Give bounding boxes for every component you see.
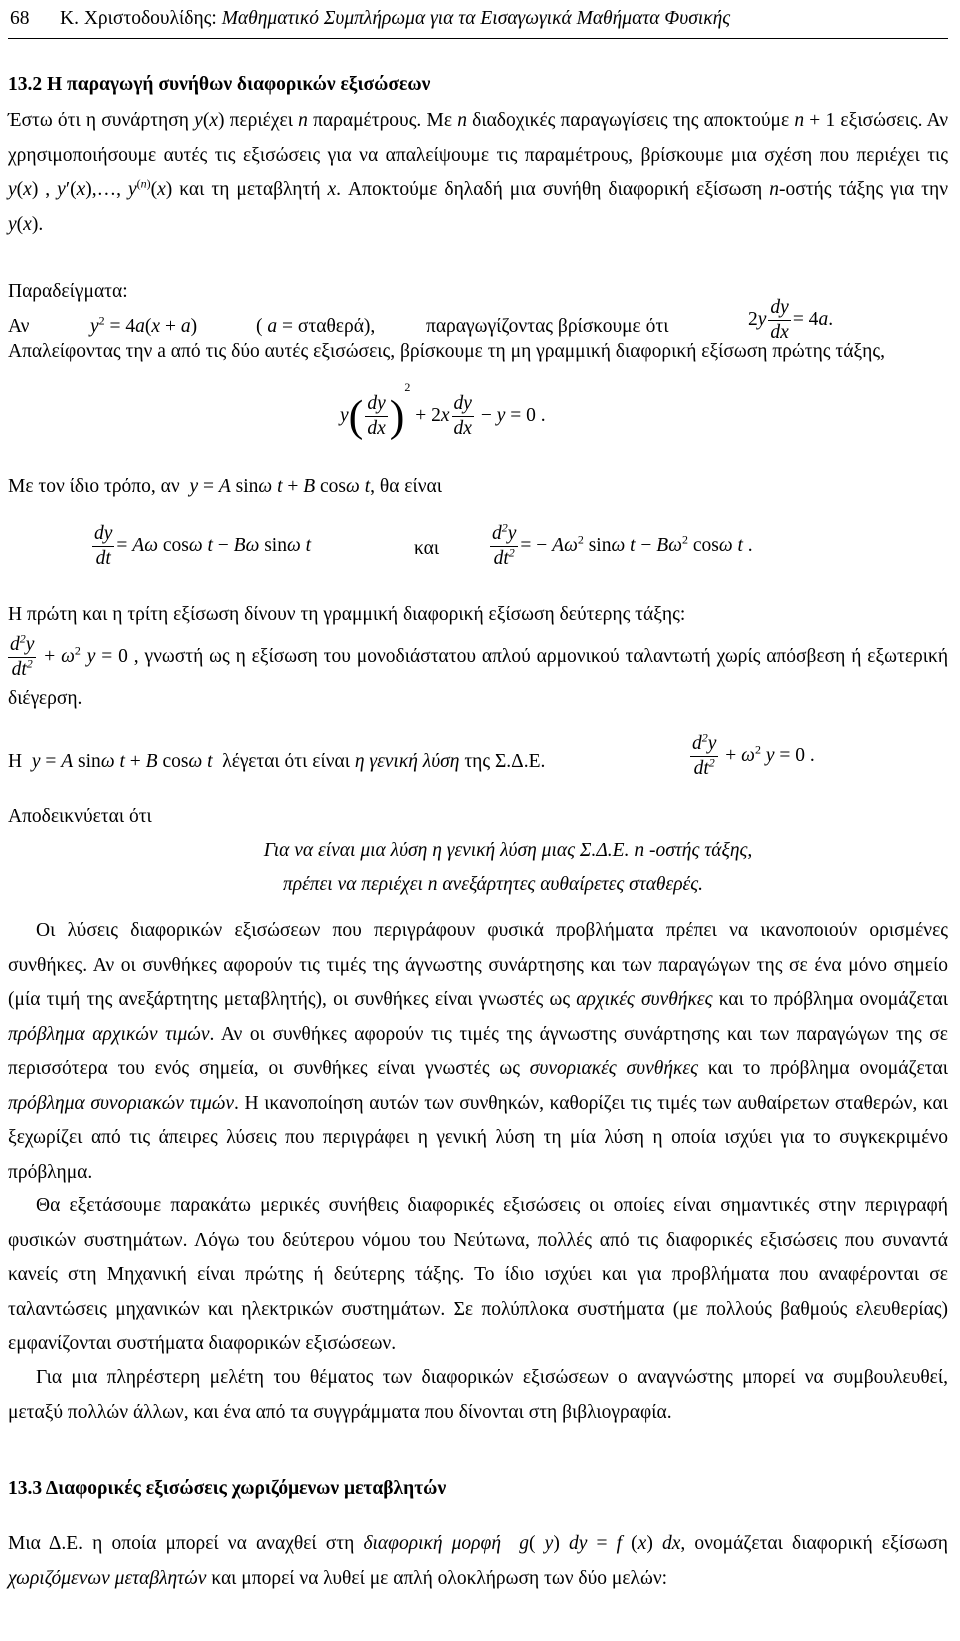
text: παραμέτρους. Με xyxy=(307,110,458,131)
equation-general-solution: y = A sinω t + B cosω t xyxy=(31,751,213,772)
term-initial-value-problem: πρόβλημα αρχικών τιμών xyxy=(8,1023,210,1045)
section-13-2-heading: 13.2 Η παραγωγή συνήθων διαφορικών εξισώσεων xyxy=(8,74,431,95)
math-y-of-x: y(x) xyxy=(8,213,39,235)
text: . Η ικανοποίηση αυτών των συνθηκών, καθορίζει τις τιμές των αυθαίρετων σταθερών, και ξεχωρίζει από τις άπειρες λύσεις που περιγράφει η γενική λύση τη μία λύση η οποία ισχύει για το συγκεκριμένο πρόβλημα. xyxy=(8,1092,948,1183)
theorem-line-2: πρέπει να περιέχει n ανεξάρτητες αυθαίρετες σταθερές. xyxy=(282,874,704,895)
text: και το πρόβλημα ονομάζεται xyxy=(698,1058,949,1079)
running-title-book: Μαθηματικό Συμπλήρωμα για τα Εισαγωγικά Μαθήματα Φυσικής xyxy=(221,8,731,29)
text: και τη μεταβλητή xyxy=(179,179,328,200)
text: . Αποκτούμε δηλαδή μια συνήθη διαφορική εξίσωση xyxy=(336,179,770,200)
text: εξισώσεις. Αν χρησιμοποιήσουμε αυτές τις εξισώσεις για να απαλείψουμε τις παραμέτρους, βρίσκουμε μια σχέση που περιέχει τις xyxy=(8,110,949,166)
math-n: n xyxy=(769,179,779,200)
term-differential-form: διαφορική μορφή xyxy=(363,1533,502,1554)
text: , θα είναι xyxy=(370,476,443,497)
term-boundary-conditions: συνοριακές συνθήκες xyxy=(529,1058,698,1079)
equation-second-derivative: $\frac{d^2y}{dt^2}$ = − $A\omega^2$ sinω $t - B\omega^2$ cosω t . xyxy=(492,520,753,569)
text: . Αν οι συνθήκες αφορούν τις τιμές της άγνωστης συνάρτησης και των παραγώγων της σε περισσότερα του ενός σημεία, οι συνθήκες είναι γνωστές ως xyxy=(8,1023,948,1079)
math-x: x xyxy=(327,179,337,200)
section-13-3-heading: 13.3 Διαφορικές εξισώσεις χωριζόμενων μεταβλητών xyxy=(8,1478,447,1499)
term-separable-variables: χωριζόμενων μεταβλητών xyxy=(8,1567,207,1589)
math-n-plus-1: n + 1 xyxy=(794,110,836,131)
text: λέγεται ότι είναι xyxy=(222,751,355,772)
paragraph-general-solution xyxy=(8,745,545,780)
theorem-line-1: Για να είναι μια λύση η γενική λύση μιας Σ.Δ.Ε. n -οστής τάξης, xyxy=(263,840,753,861)
text: Με τον ίδιο τρόπο, αν xyxy=(8,476,180,497)
paragraph-proven: Αποδεικνύεται ότι xyxy=(8,806,152,827)
text: της Σ.Δ.Ε. xyxy=(459,751,546,772)
equation-condition: ( a = σταθερά), xyxy=(256,316,376,337)
paragraph-combine: Η πρώτη και η τρίτη εξίσωση δίνουν τη γραμμική διαφορική εξίσωση δεύτερης τάξης: xyxy=(8,604,686,625)
text: , ονομάζεται διαφορική εξίσωση xyxy=(680,1533,948,1554)
math-derivative-list: y(x) , y′(x),…, $y^{(n)}(x)$ xyxy=(8,176,173,200)
equation-harmonic-oscillator-ref: $\frac{d^2y}{dt^2}$ + $\omega^2$ y = 0 . xyxy=(692,730,815,779)
example-lead: Αν xyxy=(8,316,30,337)
equation-nonlinear-first-order: y( $\frac{dy}{dx}$ )$^2$ + 2x $\frac{dy}{dx}$ − y = 0 . xyxy=(340,380,546,441)
paragraph-bibliography: Για μια πληρέστερη μελέτη του θέματος των διαφορικών εξισώσεων ο αναγνώστης μπορεί να συμβουλευθεί, μεταξύ πολλών άλλων, και ένα από τα συγγράμματα που δίνονται στη βιβλιογραφία. xyxy=(8,1367,948,1423)
page-number: 68 xyxy=(10,8,30,29)
running-header xyxy=(10,2,940,32)
paragraph-eliminate: Απαλείφοντας την a από τις δύο αυτές εξισώσεις, βρίσκουμε τη μη γραμμική διαφορική εξίσωση πρώτης τάξης, xyxy=(8,341,885,362)
paragraph-initial-boundary xyxy=(8,914,948,1190)
equation-derivative-result: 2y $\frac{dy}{dx}$ = 4a. xyxy=(748,297,834,343)
paragraph-mechanics: Θα εξετάσουμε παρακάτω μερικές συνήθεις διαφορικές εξισώσεις οι οποίες είναι σημαντικές στην περιγραφή φυσικών συστημάτων. Λόγω του δεύτερου νόμου του Νεύτωνα, πολλές από τις διαφορικές εξισώσεις που συναντά κανείς στη Μηχανική είναι πρώτης ή δεύτερης τάξης. Το ίδιο ισχύει και για προβλήματα που αναφέρονται σε ταλαντώσεις μηχανικών και ηλεκτρικών συστημάτων. Σε πολύπλοκα συστήματα (με πολλούς βαθμούς ελευθερίας) εμφανίζονται συστήματα διαφορικών εξισώσεων. xyxy=(8,1195,948,1354)
paragraph-intro: Έστω ότι η συνάρτηση y(x) περιέχει n παραμέτρους. Με n διαδοχικές παραγωγίσεις της αποκτούμε n + 1 εξισώσεις. Αν χρησιμοποιήσουμε αυτές τις εξισώσεις για να απαλείψουμε τις παραμέτρους, βρίσκουμε μια σχέση που περιέχει τις y(x) , y′(x),…, $y^{(n)}(x)$ και τη μεταβλητή x. Αποκτούμε δηλαδή μια συνήθη διαφορική εξίσωση n-οστής τάξης για την y(x). xyxy=(8,110,949,235)
text: Η xyxy=(8,751,23,772)
text: Μια Δ.Ε. η οποία μπορεί να αναχθεί στη xyxy=(8,1533,364,1554)
paragraph-same-way xyxy=(8,470,442,505)
general-solution-term: η γενική λύση xyxy=(354,751,460,772)
text: Έστω ότι η συνάρτηση xyxy=(8,110,195,131)
term-initial-conditions: αρχικές συνθήκες xyxy=(576,989,713,1010)
equation-first-derivative: $\frac{dy}{dt}$ = Aω cosω t − Bω sinω t xyxy=(94,523,312,569)
text: και το πρόβλημα ονομάζεται xyxy=(712,989,949,1010)
running-title-author: Κ. Χριστοδουλίδης: xyxy=(60,8,222,29)
header-rule xyxy=(8,38,948,39)
math-y-of-x: y xyxy=(194,110,203,131)
equation-separable-form: g( y) dy = f (x) dx xyxy=(519,1533,681,1554)
text: . xyxy=(38,213,44,235)
text: γνωστή ως η εξίσωση του μονοδιάστατου απλού αρμονικού ταλαντωτή χωρίς απόσβεση ή εξωτερική διέγερση. xyxy=(8,645,949,709)
examples-label: Παραδείγματα: xyxy=(8,281,128,302)
text: Οι λύσεις διαφορικών εξισώσεων που περιγράφουν φυσικά προβλήματα πρέπει να ικανοποιούν ορισμένες συνθήκες. Αν οι συνθήκες αφορούν τις τιμές της άγνωστης συνάρτησης και των παραγώγων της σε ένα μόνο σημείο (μία τιμή της ανεξάρτητης μεταβλητής), οι συνθήκες είναι γνωστές ως xyxy=(8,920,948,1010)
equation-y-squared: $y^2 = 4a(x + a)$ xyxy=(90,313,198,337)
equation-harmonic-oscillator: $\frac{d^2y}{dt^2}$ + $\omega^2$ y = 0 , xyxy=(10,631,139,680)
text: σταθερά), xyxy=(297,316,376,337)
text: διαδοχικές παραγωγίσεις της αποκτούμε xyxy=(466,110,795,131)
math-n: n xyxy=(457,110,467,131)
math-n: n xyxy=(298,110,308,131)
paragraph-separable xyxy=(8,1527,948,1596)
equation-general-sine-cosine: y = A sinω t + B cosω t xyxy=(189,476,371,497)
running-title xyxy=(60,2,730,37)
example-middle: παραγωγίζοντας βρίσκουμε ότι xyxy=(426,316,669,337)
text: -οστής τάξης για την xyxy=(778,179,949,200)
paragraph-harmonic-oscillator xyxy=(8,633,948,717)
term-boundary-value-problem: πρόβλημα συνοριακών τιμών xyxy=(8,1092,235,1114)
text: περιέχει xyxy=(224,110,299,131)
conjunction-and: και xyxy=(414,538,440,559)
text: και μπορεί να λυθεί με απλή ολοκλήρωση των δύο μελών: xyxy=(206,1567,668,1589)
